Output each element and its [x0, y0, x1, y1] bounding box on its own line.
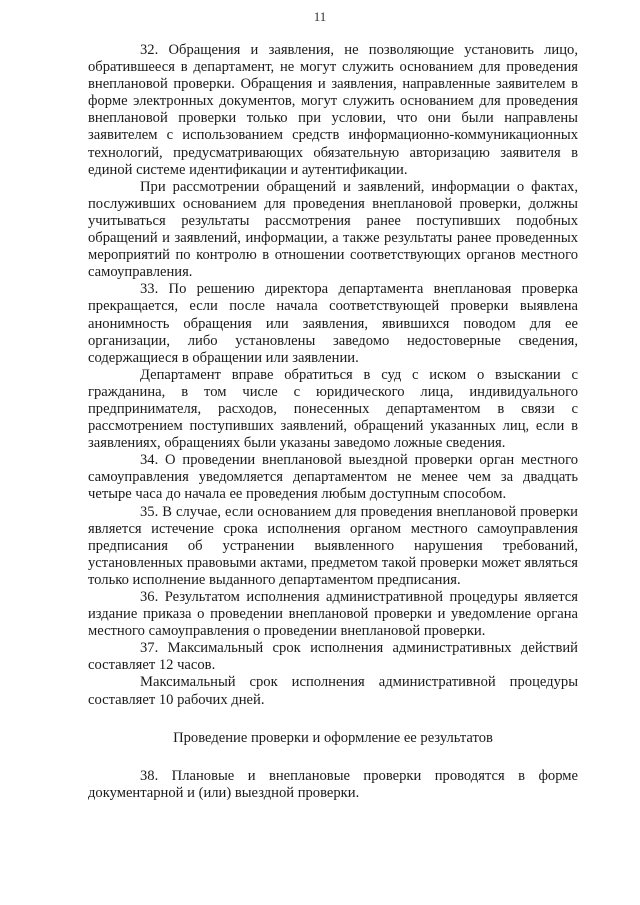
- paragraph-32: 32. Обращения и заявления, не позволяющие установить лицо, обратившееся в департамент, не могут служить основанием для проведения внеплановой проверки. Обращения и заявления, направленные заявителем в форме электронных документов, могут служить основанием для проведения внеплановой проверки только при условии, что они были направлены заявителем с использованием средств информационно-коммуникационных технологий, предусматривающих обязательную авторизацию заявителя в единой системе идентификации и аутентификации.: [88, 42, 578, 178]
- paragraph-37-continued: Максимальный срок исполнения административной процедуры составляет 10 рабочих дней.: [88, 674, 578, 708]
- paragraph-35: 35. В случае, если основанием для проведения внеплановой проверки является истечение срока исполнения органом местного самоуправления предписания об устранении выявленного нарушения требований, установленных правовыми актами, предметом такой проверки может являться только исполнение выданного департаментом предписания.: [88, 503, 578, 588]
- paragraph-38: 38. Плановые и внеплановые проверки проводятся в форме документарной и (или) выездной проверки.: [88, 767, 578, 801]
- paragraph-34: 34. О проведении внеплановой выездной проверки орган местного самоуправления уведомляется департаментом не менее чем за двадцать четыре часа до начала ее проведения любым доступным способом.: [88, 452, 578, 503]
- page-number: 11: [313, 9, 327, 24]
- paragraph-32-continued: При рассмотрении обращений и заявлений, информации о фактах, послуживших основанием для проведения внеплановой проверки, должны учитываться результаты рассмотрения ранее поступивших подобных обращений и заявлений, информации, а также результаты ранее проведенных мероприятий по контролю в отношении соответствующих органов местного самоуправления.: [88, 178, 578, 281]
- paragraph-37: 37. Максимальный срок исполнения административных действий составляет 12 часов.: [88, 640, 578, 674]
- paragraph-36: 36. Результатом исполнения административной процедуры является издание приказа о проведении внеплановой проверки и уведомление органа местного самоуправления о проведении внеплановой проверки.: [88, 589, 578, 640]
- section-heading: Проведение проверки и оформление ее результатов: [173, 729, 493, 746]
- paragraph-33-continued: Департамент вправе обратиться в суд с иском о взыскании с гражданина, в том числе с юридического лица, индивидуального предпринимателя, расходов, понесенных департаментом в связи с рассмотрением поступивших заявлений, обращений указанных лиц, если в заявлениях, обращениях были указаны заведомо ложные сведения.: [88, 366, 578, 452]
- paragraph-33: 33. По решению директора департамента внеплановая проверка прекращается, если после начала соответствующей проверки выявлена анонимность обращения или заявления, явившихся поводом для ее организации, либо установлены заведомо недостоверные сведения, содержащиеся в обращении или заявлении.: [88, 281, 578, 366]
- document-body: [88, 42, 578, 802]
